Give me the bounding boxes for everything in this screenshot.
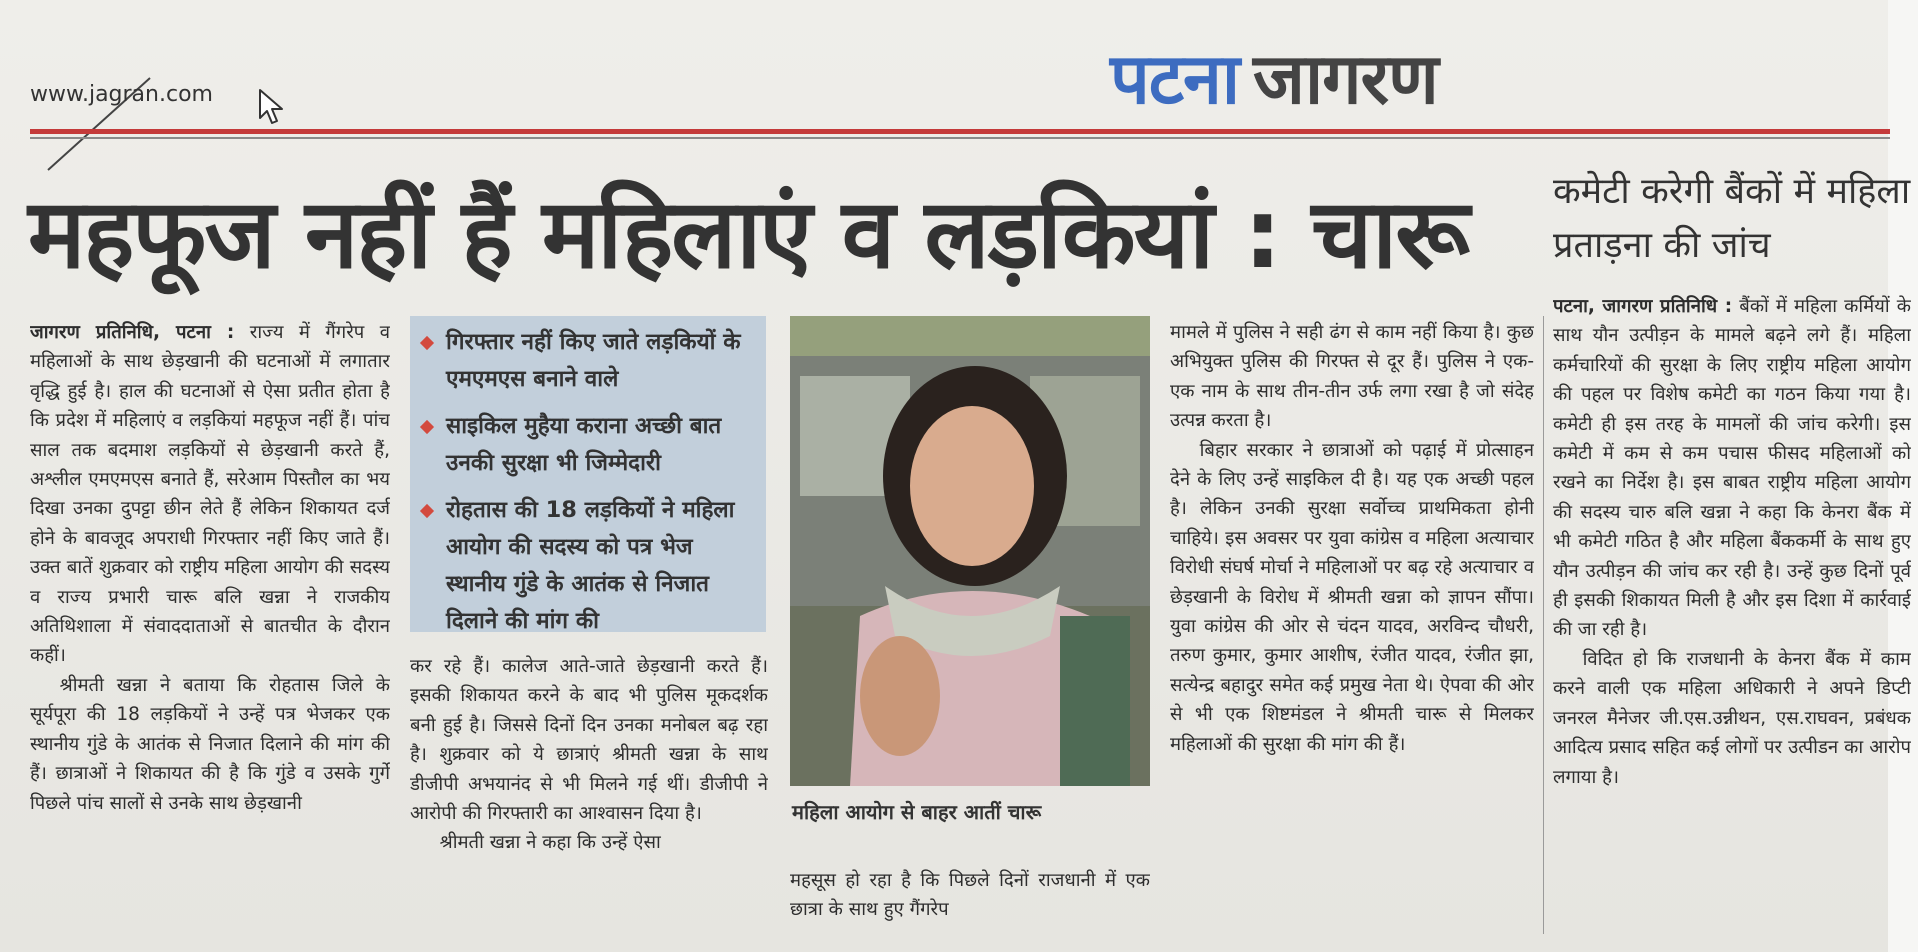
diamond-bullet-icon: [420, 336, 434, 350]
diamond-bullet-icon: [420, 504, 434, 518]
article-column-1: [30, 318, 390, 930]
photo-illustration: [790, 316, 1150, 786]
article-text: बैंकों में महिला कर्मियों के साथ यौन उत्पीड़न के मामले बढ़ने लगे हैं। महिला कर्मचारियों की सुरक्षा के लिए राष्ट्रीय महिला आयोग की पहल पर विशेष कमेटी का गठन किया गया है। कमेटी ही इस तरह के मामलों की जांच करेगी। इस कमेटी में कम से कम पचास फीसद महिलाओं को रखने का निर्देश है। इस बाबत राष्ट्रीय महिला आयोग की सदस्य चारु बलि खन्ना ने कहा कि केनरा बैंक में भी कमेटी गठित है और महिला बैंककर्मी के साथ हुए यौन उत्पीड़न की जांच कर रही है। उन्हें कुछ दिनों पूर्व ही इसकी शिकायत मिली है और इस दिशा में कार्रवाई की जा रही है।: [1553, 296, 1911, 641]
highlight-item: [416, 324, 760, 398]
article-paragraph: [30, 318, 390, 671]
article-dateline: जागरण प्रतिनिधि, पटना :: [30, 322, 235, 343]
masthead-brand: जागरण: [1253, 38, 1438, 120]
article-paragraph: विदित हो कि राजधानी के केनरा बैंक में काम करने वाली एक महिला अधिकारी ने अपने डिप्टी जनरल मैनेजर जी.एस.उन्नीथन, एस.राघवन, प्रबंधक आदित्य प्रसाद सहित कई लोगों पर उत्पीडन का आरोप लगाया है।: [1553, 648, 1911, 788]
article-paragraph: कर रहे हैं। कालेज आते-जाते छेड़खानी करते हैं। इसकी शिकायत करने के बाद भी पुलिस मूकदर्शक बनी हुई है। जिससे दिनों दिन उनका मनोबल बढ़ रहा है। शुक्रवार को ये छात्राएं श्रीमती खन्ना के साथ डीजीपी अभयानंद से भी मिलने गई थीं। डीजीपी ने आरोपी की गिरफ्तारी का आश्वासन दिया है।: [410, 656, 768, 825]
side-story-body: [1553, 292, 1911, 932]
news-photo: [790, 316, 1150, 786]
article-text: राज्य में गैंगरेप व महिलाओं के साथ छेड़खानी की घटनाओं में लगातार वृद्धि हुई है। हाल की घटनाओं से ऐसा प्रतीत होता है कि प्रदेश में महिलाएं व लड़कियां महफूज नहीं हैं। पांच साल तक बदमाश लड़कियों से छेड़खानी करते हैं, अश्लील एमएमएस बनाते हैं, सरेआम पिस्तौल का भय दिखा उनका दुपट्टा छीन लेते हैं लेकिन शिकायत दर्ज होने के बावजूद अपराधी गिरफ्तार नहीं किए जाते हैं। उक्त बातें शुक्रवार को राष्ट्रीय महिला आयोग की सदस्य व राज्य प्रभारी चारू बलि खन्ना ने राजकीय अतिथिशाला में संवाददाताओं से बातचीत के दौरान कहीं।: [30, 322, 390, 667]
article-paragraph: महसूस हो रहा है कि पिछले दिनों राजधानी में एक छात्रा के साथ हुए गैंगरेप: [790, 870, 1150, 921]
article-column-4: [1170, 318, 1534, 930]
main-headline: महफूज नहीं हैं महिलाएं व लड़कियां : चारू: [28, 178, 1468, 290]
article-paragraph: श्रीमती खन्ना ने कहा कि उन्हें ऐसा: [439, 832, 661, 854]
article-paragraph: श्रीमती खन्ना ने बताया कि रोहतास जिले के सूर्यपूरा की 18 लड़कियों ने उन्हें पत्र भेजकर एक स्थानीय गुंडे के आतंक से निजात दिलाने की मांग की हैं। छात्राओं ने शिकायत की है कि गुंडे व उसके गुर्गे पिछले पांच सालों से उनके साथ छेड़खानी: [30, 674, 390, 814]
article-paragraph: मामले में पुलिस ने सही ढंग से काम नहीं किया है। कुछ अभियुक्त पुलिस की गिरफ्त से दूर हैं। पुलिस ने एक-एक नाम के साथ तीन-तीन उर्फ लगा रखा है जो संदेह उत्पन्न करता है।: [1170, 322, 1534, 432]
diamond-bullet-icon: [420, 420, 434, 434]
highlight-text: साइकिल मुहैया कराना अच्छी बात उनकी सुरक्षा भी जिम्मेदारी: [446, 413, 722, 476]
highlight-item: [416, 408, 760, 482]
cursor-arrow-icon: [258, 88, 288, 128]
article-paragraph: [1553, 292, 1911, 645]
article-paragraph: बिहार सरकार ने छात्राओं को पढ़ाई में प्रोत्साहन देने के लिए उन्हें साइकिल दी है। यह एक अच्छी पहल है। लेकिन उनकी सुरक्षा सर्वोच्च प्राथमिकता होनी चाहिये। इस अवसर पर युवा कांग्रेस व महिला अत्याचार विरोधी संघर्ष मोर्चा ने महिलाओं पर बढ़ रहे अत्याचार व छेड़खानी के विरोध में श्रीमती खन्ना को ज्ञापन सौंपा। युवा कांग्रेस की ओर से चंदन यादव, अरविन्द चौधरी, तरुण कुमार, कुमार आशीष, रंजीत यादव, रंजीत झा, सत्येन्द्र बहादुर समेत कई प्रमुख नेता थे। ऐपवा की ओर से भी एक शिष्टमंडल ने श्रीमती चारू से मिलकर महिलाओं की सुरक्षा की मांग की हैं।: [1170, 439, 1534, 755]
masthead: [1110, 28, 1438, 124]
article-column-3: [790, 866, 1150, 936]
website-url: www.jagran.com: [30, 82, 213, 107]
photo-caption: महिला आयोग से बाहर आतीं चारू: [792, 800, 1042, 824]
side-story-dateline: पटना, जागरण प्रतिनिधि :: [1553, 296, 1733, 317]
side-story-headline: कमेटी करेगी बैंकों में महिला प्रताड़ना की जांच: [1553, 171, 1911, 266]
highlight-text: गिरफ्तार नहीं किए जाते लड़कियों के एमएमएस बनाने वाले: [446, 329, 741, 392]
masthead-city: पटना: [1110, 38, 1240, 120]
highlight-text: रोहतास की 18 लड़कियों ने महिला आयोग की सदस्य को पत्र भेज स्थानीय गुंडे के आतंक से निजात दिलाने की मांग की: [446, 497, 735, 634]
header-rule-red: [30, 129, 1890, 134]
highlight-item: [416, 492, 760, 640]
highlights-box: [410, 316, 766, 632]
column-divider: [1543, 316, 1544, 934]
article-column-2: [410, 652, 768, 932]
header-rule-gray: [30, 137, 1890, 139]
